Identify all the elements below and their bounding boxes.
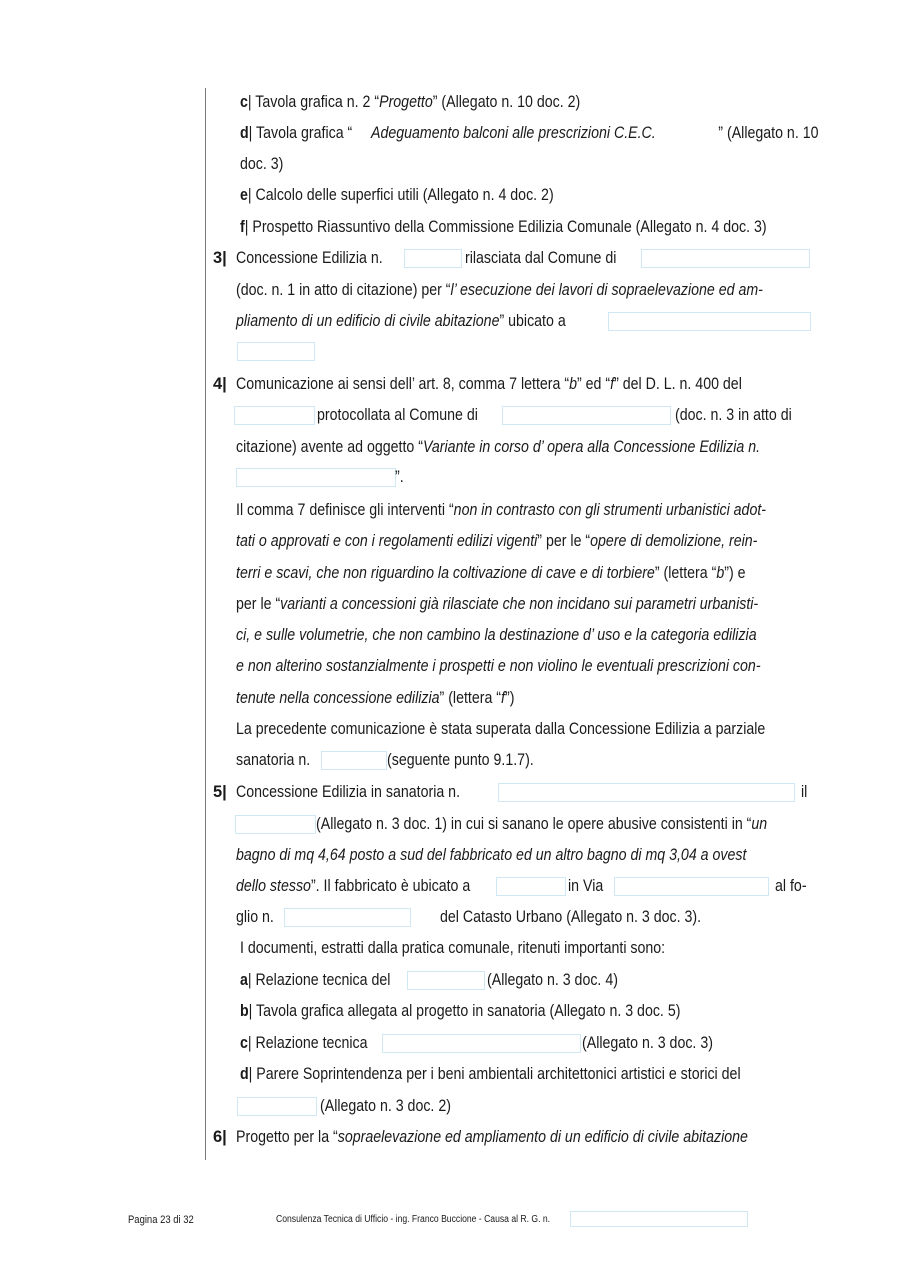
- comma7-line2: tati o approvati e con i regolamenti edilizi vigenti” per le “opere di demolizione, rein-: [236, 532, 758, 550]
- item5-line1: Concessione Edilizia in sanatoria n.: [236, 783, 461, 801]
- redacted-field: [404, 249, 462, 268]
- left-margin-rule: [205, 88, 206, 1160]
- item5-line2: (Allegato n. 3 doc. 1) in cui si sanano le opere abusive consistenti in “un: [316, 815, 768, 833]
- list-item-c: c| Tavola grafica n. 2 “Progetto” (Allegato n. 10 doc. 2): [240, 93, 581, 111]
- item6-line1: Progetto per la “sopraelevazione ed ampliamento di un edificio di civile abitazione: [236, 1128, 748, 1146]
- item4-line2a: protocollata al Comune di: [317, 406, 478, 424]
- item3-line3: pliamento di un edificio di civile abitazione” ubicato a: [236, 312, 566, 330]
- item5-line5a: glio n.: [236, 908, 274, 926]
- item4-line4: ”.: [395, 468, 404, 486]
- list-item-e: e| Calcolo delle superfici utili (Allegato n. 4 doc. 2): [240, 186, 554, 204]
- superseded-line2a: sanatoria n.: [236, 751, 311, 769]
- redacted-field: [614, 877, 769, 896]
- redacted-field: [496, 877, 566, 896]
- comma7-line6: e non alterino sostanzialmente i prospetti e non violino le eventuali prescrizioni con-: [236, 657, 761, 675]
- redacted-field: [284, 908, 411, 927]
- redacted-field: [321, 751, 387, 770]
- redacted-field: [237, 1097, 317, 1116]
- redacted-field: [235, 815, 316, 834]
- list-item-f: f| Prospetto Riassuntivo della Commissione Edilizia Comunale (Allegato n. 4 doc. 3): [240, 218, 767, 236]
- superseded-line2b: (seguente punto 9.1.7).: [387, 751, 534, 769]
- footer-center-text: Consulenza Tecnica di Ufficio - ing. Franco Buccione - Causa al R. G. n.: [276, 1214, 551, 1225]
- item-number-4: 4|: [213, 375, 227, 393]
- doc-item-d: d| Parere Soprintendenza per i beni ambientali architettonici artistici e storici del: [240, 1065, 741, 1083]
- item5-line4c: in Via: [568, 877, 604, 895]
- item3-line1a: Concessione Edilizia n.: [236, 249, 383, 267]
- documents-intro: I documenti, estratti dalla pratica comunale, ritenuti importanti sono:: [240, 939, 666, 957]
- doc-item-b: b| Tavola grafica allegata al progetto in sanatoria (Allegato n. 3 doc. 5): [240, 1002, 681, 1020]
- redacted-field: [234, 406, 315, 425]
- item5-line5b: del Catasto Urbano (Allegato n. 3 doc. 3).: [440, 908, 702, 926]
- item4-line3: citazione) avente ad oggetto “Variante in corso d’ opera alla Concessione Edilizia n.: [236, 438, 761, 456]
- item3-line2: (doc. n. 1 in atto di citazione) per “l’ esecuzione dei lavori di sopraelevazione ed am-: [236, 281, 763, 299]
- comma7-line4: per le “varianti a concessioni già rilasciate che non incidano sui parametri urbanisti-: [236, 595, 759, 613]
- item5-line1b: il: [801, 783, 808, 801]
- item4-line1: Comunicazione ai sensi dell’ art. 8, comma 7 lettera “b” ed “f” del D. L. n. 400 del: [236, 375, 742, 393]
- redacted-field: [236, 468, 396, 487]
- redacted-field: [608, 312, 811, 331]
- redacted-field: [498, 783, 795, 802]
- comma7-line3: terri e scavi, che non riguardino la coltivazione di cave e di torbiere” (lettera “b”) e: [236, 564, 746, 582]
- redacted-field: [502, 406, 671, 425]
- item-number-3: 3|: [213, 249, 227, 267]
- item5-line4d: al fo-: [775, 877, 807, 895]
- redacted-field: [641, 249, 810, 268]
- item-number-6: 6|: [213, 1128, 227, 1146]
- comma7-line7: tenute nella concessione edilizia” (lettera “f”): [236, 689, 515, 707]
- comma7-line5: ci, e sulle volumetrie, che non cambino la destinazione d’ uso e la categoria edilizia: [236, 626, 757, 644]
- item3-line1b: rilasciata dal Comune di: [465, 249, 617, 267]
- doc-item-a-ref: (Allegato n. 3 doc. 4): [487, 971, 618, 989]
- list-item-d: d| Tavola grafica “ Adeguamento balconi alle prescrizioni C.E.C. ” (Allegato n. 10: [240, 124, 819, 142]
- doc-item-c-ref: (Allegato n. 3 doc. 3): [582, 1034, 713, 1052]
- list-item-d-cont: doc. 3): [240, 155, 284, 173]
- item5-line4a: dello stesso”. Il fabbricato è ubicato a: [236, 877, 471, 895]
- superseded-line1: La precedente comunicazione è stata superata dalla Concessione Edilizia a parziale: [236, 720, 766, 738]
- doc-item-d-ref: (Allegato n. 3 doc. 2): [320, 1097, 451, 1115]
- item5-line3: bagno di mq 4,64 posto a sud del fabbricato ed un altro bagno di mq 3,04 a ovest: [236, 846, 747, 864]
- item-number-5: 5|: [213, 783, 227, 801]
- redacted-field: [407, 971, 485, 990]
- redacted-field: [237, 342, 315, 361]
- comma7-line1: Il comma 7 definisce gli interventi “non in contrasto con gli strumenti urbanistici adot-: [236, 501, 767, 519]
- redacted-field: [382, 1034, 581, 1053]
- redacted-field: [570, 1211, 748, 1227]
- footer-page-number: Pagina 23 di 32: [128, 1214, 194, 1226]
- doc-item-c: c| Relazione tecnica: [240, 1034, 368, 1052]
- doc-item-a: a| Relazione tecnica del: [240, 971, 391, 989]
- item4-line2b: (doc. n. 3 in atto di: [675, 406, 792, 424]
